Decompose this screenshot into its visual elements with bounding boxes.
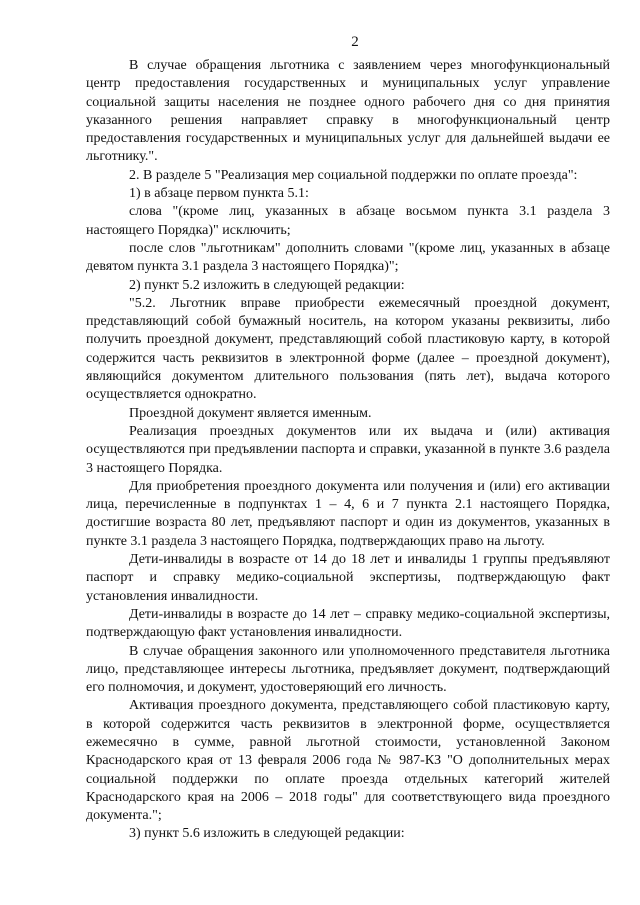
paragraph: Активация проездного документа, представляющего собой пластиковую карту, в которой содержится часть реквизитов в электронной форме, осуществляется ежемесячно в сумме, равной льготной стоимости, установленной Законом Краснодарского края от 13 февраля 2006 года № 987-КЗ "О дополнительных мерах социальной поддержки по оплате проезда отдельных категорий жителей Краснодарского края на 2006 – 2018 годы" для соответствующего вида проездного документа."; (86, 698, 610, 824)
paragraph: Для приобретения проездного документа или получения и (или) его активации лица, перечисленные в подпунктах 1 – 4, 6 и 7 пункта 2.1 настоящего Порядка, достигшие возраста 80 лет, предъявляют паспорт и один из документов, указанных в пункте 3.1 раздела 3 настоящего Порядка, подтверждающих право на льготу. (86, 478, 610, 549)
paragraph: Дети-инвалиды в возрасте до 14 лет – справку медико-социальной экспертизы, подтверждающую факт установления инвалидности. (86, 606, 610, 641)
paragraph: 2) пункт 5.2 изложить в следующей редакции: (129, 277, 405, 293)
paragraph: 3) пункт 5.6 изложить в следующей редакции: (129, 826, 405, 842)
paragraph: Дети-инвалиды в возрасте от 14 до 18 лет и инвалиды 1 группы предъявляют паспорт и справку медико-социальной экспертизы, подтверждающую факт установления инвалидности. (86, 552, 610, 604)
paragraph: Реализация проездных документов или их выдача и (или) активация осуществляются при предъявлении паспорта и справки, указанной в пункте 3.6 раздела 3 настоящего Порядка. (86, 423, 610, 476)
paragraph: Проездной документ является именным. (129, 405, 372, 421)
paragraph: после слов "льготникам" дополнить словами "(кроме лиц, указанных в абзаце девятом пункта 3.1 раздела 3 настоящего Порядка)"; (86, 240, 610, 275)
page-number: 2 (351, 34, 359, 50)
paragraph: "5.2. Льготник вправе приобрести ежемесячный проездной документ, представляющий собой бумажный носитель, на котором указаны реквизиты, либо получить проездной документ, представляющий собой пластиковую карту, в которой содержится часть реквизитов в электронной форме (далее – проездной документ), являющийся документом длительного пользования (пять лет), выдача которого осуществляется однократно. (86, 295, 610, 403)
paragraph: 1) в абзаце первом пункта 5.1: (129, 186, 309, 202)
paragraph: В случае обращения законного или уполномоченного представителя льготника лицо, представляющее интересы льготника, предъявляет документ, подтверждающий его полномочия, и документ, удостоверяющий его личность. (86, 643, 610, 696)
paragraph: слова "(кроме лиц, указанных в абзаце восьмом пункта 3.1 раздела 3 настоящего Порядка)" исключить; (86, 204, 610, 238)
paragraph: В случае обращения льготника с заявлением через многофункциональный центр предоставления государственных и муниципальных услуг управление социальной защиты населения не позднее одного рабочего дня со дня принятия указанного решения направляет справку в многофункциональный центр предоставления государственных и муниципальных услуг для дальнейшей выдачи ее льготнику.". (86, 58, 610, 165)
paragraph: 2. В разделе 5 "Реализация мер социальной поддержки по оплате проезда": (129, 167, 578, 183)
